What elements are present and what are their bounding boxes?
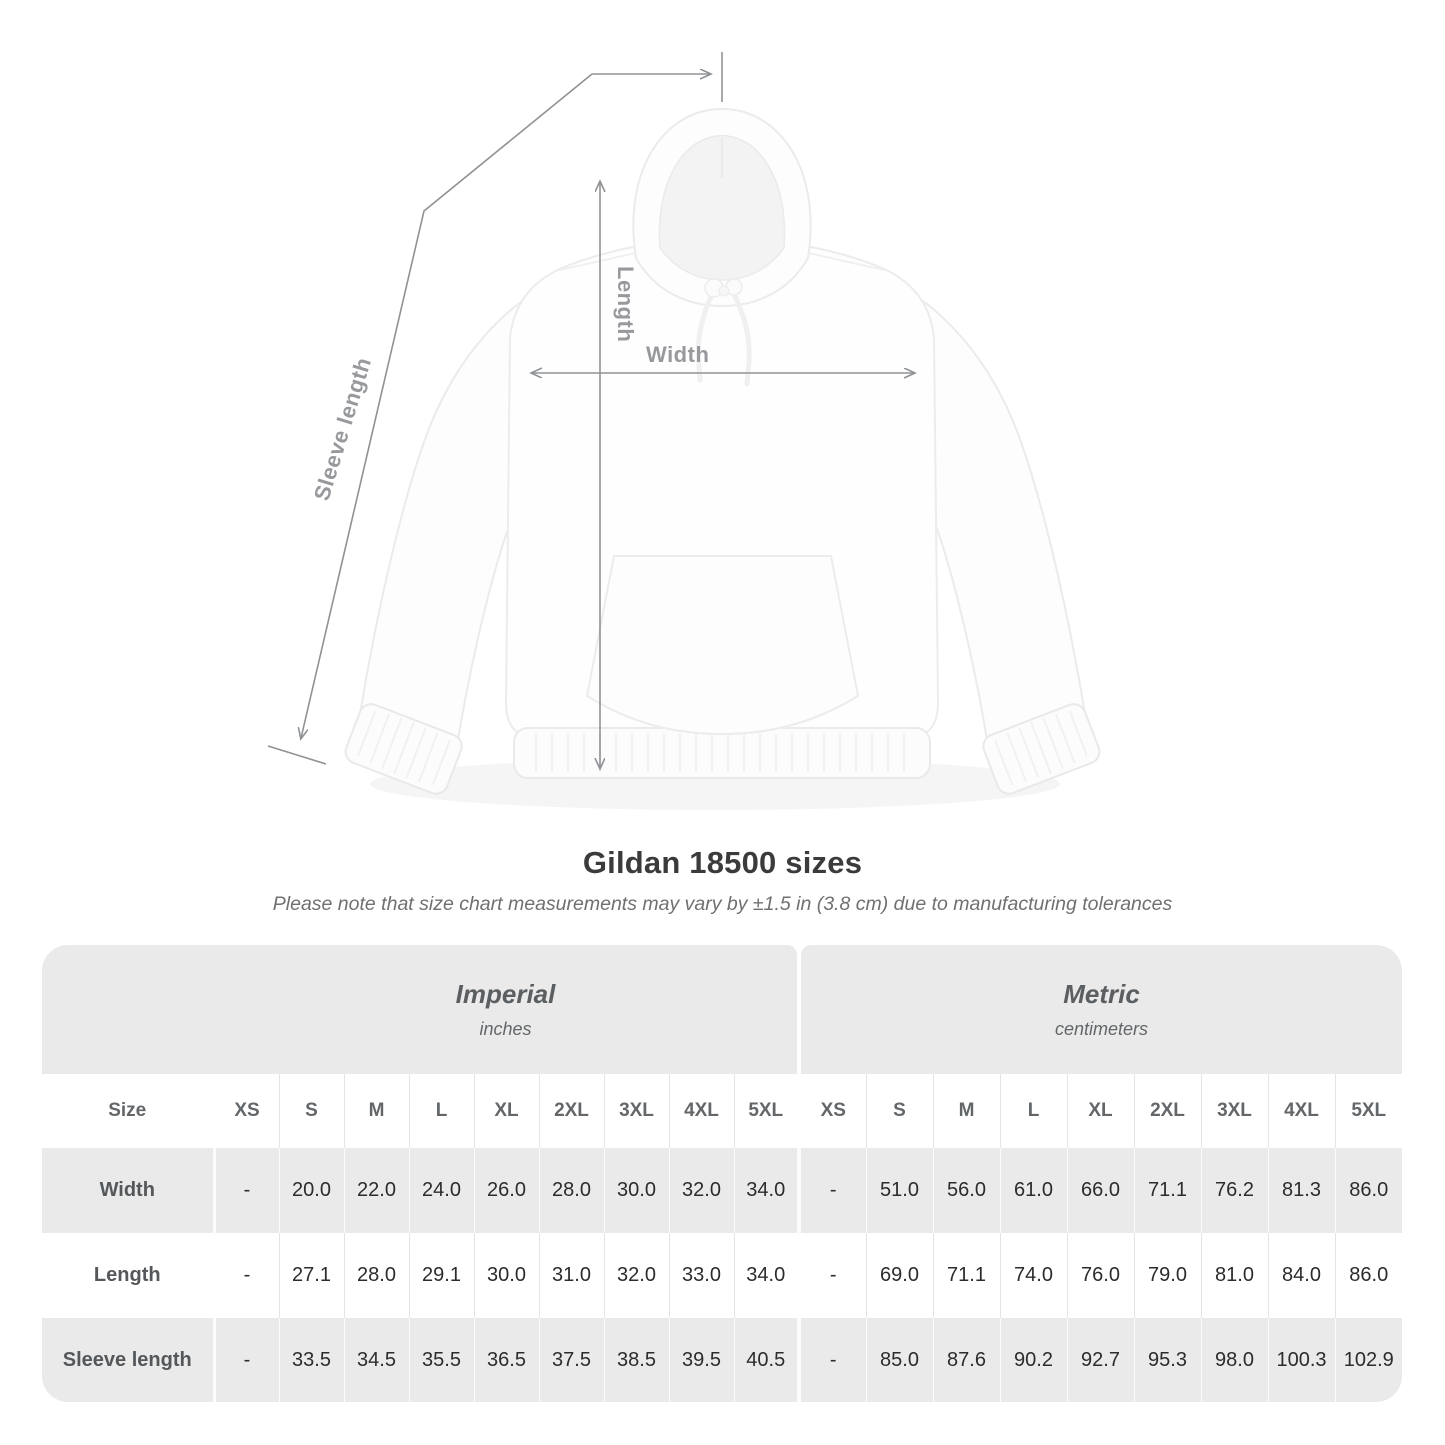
row-label: Width — [99, 1179, 155, 1201]
size-header-row — [42, 1074, 1402, 1148]
col-header-metric-m: M — [933, 1074, 1000, 1148]
col-header-metric-3xl: 3XL — [1201, 1074, 1268, 1148]
metric-unit: centimeters — [1054, 1019, 1149, 1039]
col-header-metric-5xl: 5XL — [1335, 1074, 1402, 1148]
cell: 76.0 — [1067, 1233, 1134, 1318]
cell: 30.0 — [604, 1148, 669, 1233]
size-table — [42, 945, 1402, 1402]
col-header-imperial-4xl: 4XL — [669, 1074, 734, 1148]
length-label: Length — [613, 266, 638, 343]
col-header-imperial-s: S — [279, 1074, 344, 1148]
width-label: Width — [646, 342, 710, 367]
cell: 71.1 — [1134, 1148, 1201, 1233]
table-row-sleeve-length — [42, 1318, 1402, 1402]
cell: 102.9 — [1335, 1318, 1402, 1402]
col-header-metric-xl: XL — [1067, 1074, 1134, 1148]
cell: - — [799, 1318, 866, 1402]
cell: 28.0 — [344, 1233, 409, 1318]
cell: 61.0 — [1000, 1148, 1067, 1233]
cuff-tick — [268, 746, 326, 764]
cell: 34.0 — [734, 1233, 799, 1318]
cell: 29.1 — [409, 1233, 474, 1318]
cell: 98.0 — [1201, 1318, 1268, 1402]
hoodie-illustration — [342, 109, 1103, 810]
cell: 31.0 — [539, 1233, 604, 1318]
col-header-imperial-xl: XL — [474, 1074, 539, 1148]
cell: 85.0 — [866, 1318, 933, 1402]
cell: - — [214, 1318, 279, 1402]
cell: 33.5 — [279, 1318, 344, 1402]
col-header-metric-4xl: 4XL — [1268, 1074, 1335, 1148]
cell: 86.0 — [1335, 1233, 1402, 1318]
cell: 90.2 — [1000, 1318, 1067, 1402]
cell: - — [799, 1233, 866, 1318]
col-header-imperial-3xl: 3XL — [604, 1074, 669, 1148]
cell: 22.0 — [344, 1148, 409, 1233]
cell: - — [214, 1148, 279, 1233]
table-row-length — [42, 1233, 1402, 1318]
cell: 69.0 — [866, 1233, 933, 1318]
cell: 81.3 — [1268, 1148, 1335, 1233]
cell: 26.0 — [474, 1148, 539, 1233]
row-label: Length — [93, 1264, 161, 1286]
imperial-unit: inches — [479, 1019, 532, 1039]
cell: 27.1 — [279, 1233, 344, 1318]
col-header-metric-2xl: 2XL — [1134, 1074, 1201, 1148]
cell: 81.0 — [1201, 1233, 1268, 1318]
col-header-metric-s: S — [866, 1074, 933, 1148]
cell: 100.3 — [1268, 1318, 1335, 1402]
imperial-section-header — [42, 945, 797, 1074]
col-header-imperial-m: M — [344, 1074, 409, 1148]
cell: 32.0 — [669, 1148, 734, 1233]
cell: 28.0 — [539, 1148, 604, 1233]
cell: 33.0 — [669, 1233, 734, 1318]
cell: 38.5 — [604, 1318, 669, 1402]
cell: 24.0 — [409, 1148, 474, 1233]
cell: 87.6 — [933, 1318, 1000, 1402]
cell: 34.5 — [344, 1318, 409, 1402]
cell: 37.5 — [539, 1318, 604, 1402]
col-header-imperial-l: L — [409, 1074, 474, 1148]
cell: 32.0 — [604, 1233, 669, 1318]
cell: - — [214, 1233, 279, 1318]
cell: 20.0 — [279, 1148, 344, 1233]
sleeve-length-label: Sleeve length — [308, 354, 377, 504]
cell: 71.1 — [933, 1233, 1000, 1318]
cell: 34.0 — [734, 1148, 799, 1233]
imperial-title: Imperial — [455, 979, 556, 1009]
page-title: Gildan 18500 sizes — [582, 845, 863, 880]
cell: - — [799, 1148, 866, 1233]
cell: 36.5 — [474, 1318, 539, 1402]
metric-title: Metric — [1063, 979, 1140, 1009]
cell: 95.3 — [1134, 1318, 1201, 1402]
cell: 30.0 — [474, 1233, 539, 1318]
cell: 74.0 — [1000, 1233, 1067, 1318]
col-header-imperial-xs: XS — [214, 1074, 279, 1148]
col-header-imperial-2xl: 2XL — [539, 1074, 604, 1148]
measurements-grid — [42, 1074, 1402, 1402]
cell: 84.0 — [1268, 1233, 1335, 1318]
tolerance-note: Please note that size chart measurements may vary by ±1.5 in (3.8 cm) due to manufacturing tolerances — [272, 893, 1173, 915]
col-header-metric-l: L — [1000, 1074, 1067, 1148]
col-header-metric-xs: XS — [799, 1074, 866, 1148]
table-row-width — [42, 1148, 1402, 1233]
cell: 39.5 — [669, 1318, 734, 1402]
cell: 76.2 — [1201, 1148, 1268, 1233]
cell: 79.0 — [1134, 1233, 1201, 1318]
metric-section-header — [801, 945, 1402, 1074]
cell: 56.0 — [933, 1148, 1000, 1233]
cell: 40.5 — [734, 1318, 799, 1402]
unit-section-band — [42, 945, 1402, 1074]
cell: 66.0 — [1067, 1148, 1134, 1233]
cell: 86.0 — [1335, 1148, 1402, 1233]
col-header-imperial-5xl: 5XL — [734, 1074, 799, 1148]
row-label: Sleeve length — [62, 1348, 192, 1371]
cell: 35.5 — [409, 1318, 474, 1402]
cell: 92.7 — [1067, 1318, 1134, 1402]
size-header: Size — [108, 1100, 147, 1121]
cell: 51.0 — [866, 1148, 933, 1233]
